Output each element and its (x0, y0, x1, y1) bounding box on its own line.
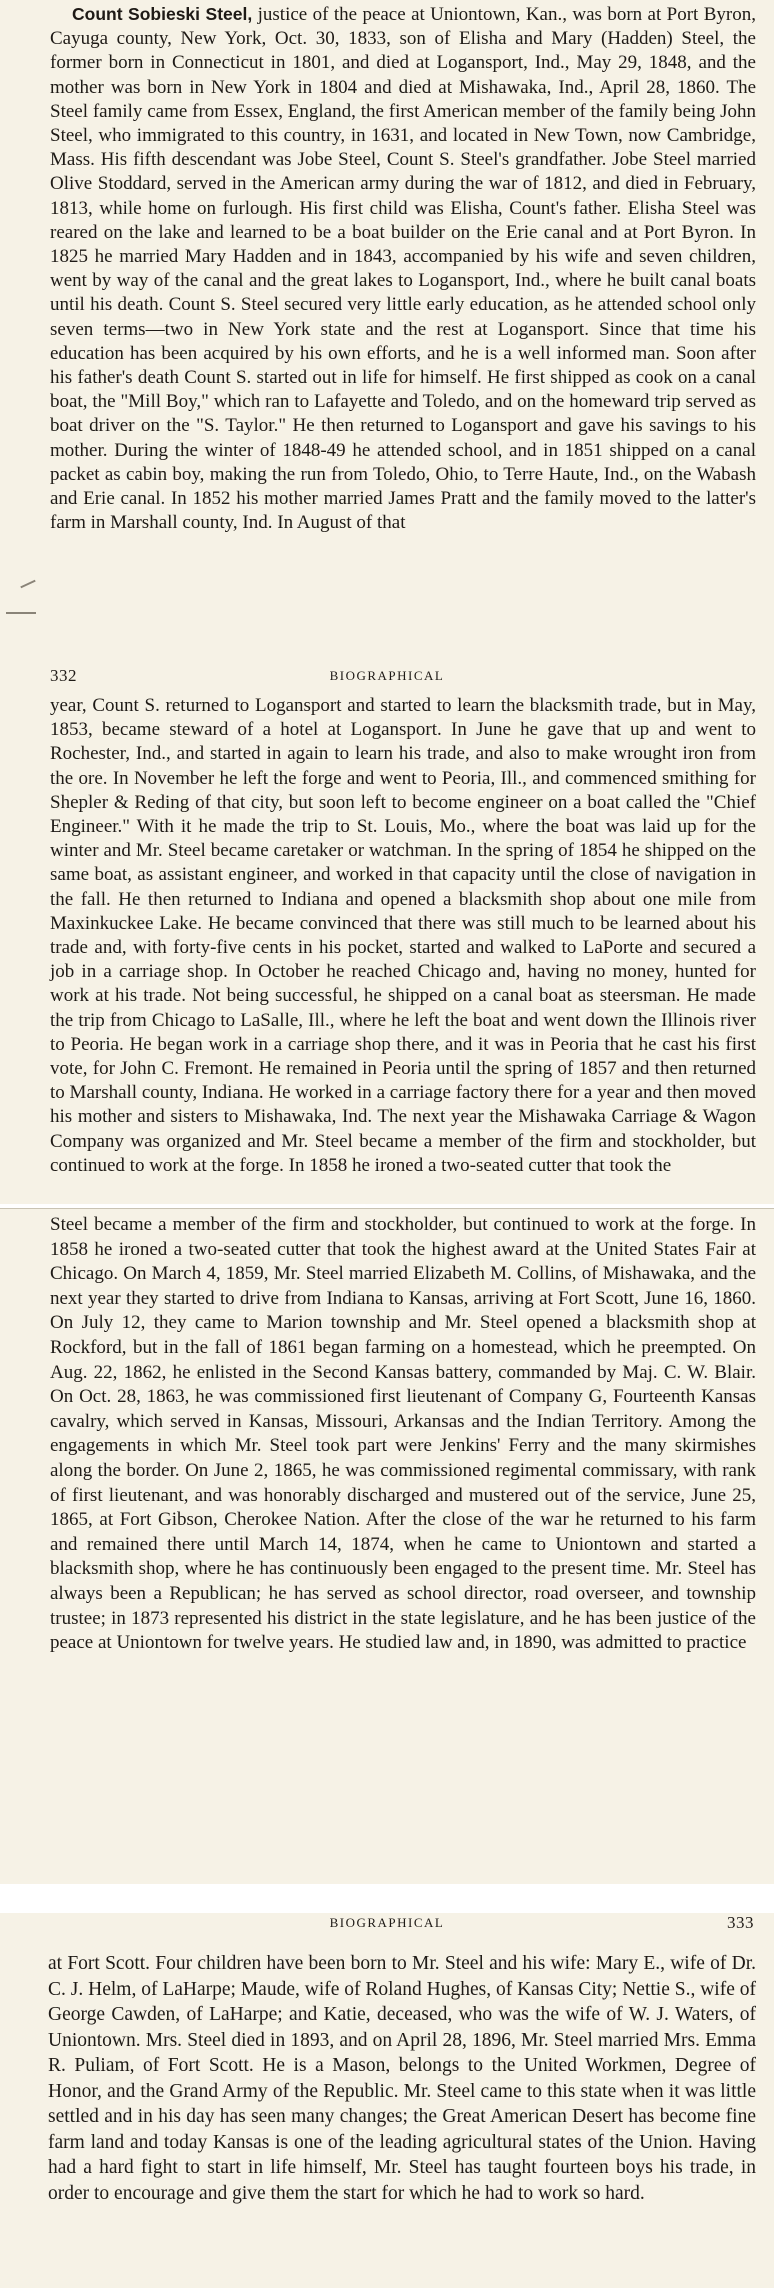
body-text: at Fort Scott. Four children have been born to Mr. Steel and his wife: Mary E., wife of Dr. C. J. Helm, of LaHarpe; Maude, wife of Roland Hughes, of Kansas City; Nettie S., wife of George Cawden, of LaHarpe; and Katie, deceased, who was the wife of W. J. Waters, of Uniontown. Mrs. Steel died in 1893, and on April 28, 1896, Mr. Steel married Mrs. Emma R. Puliam, of Fort Scott. He is a Mason, belongs to the United Workmen, Degree of Honor, and the Grand Army of the Republic. Mr. Steel came to this state when it was little settled and in his day has seen many changes; the Great American Desert has become fine farm land and today Kansas is one of the leading agricultural states of the Union. Having had a hard fight to start in life himself, Mr. Steel has taught fourteen boys his trade, in order to encourage and give them the start for which he had to work so hard. (48, 1953, 756, 2204)
page-segment-2 (0, 662, 774, 1204)
page-segment-1 (0, 0, 774, 662)
page-segment-3 (0, 1208, 774, 1884)
body-text: year, Count S. returned to Logansport and started to learn the blacksmith trade, but in May, 1853, became steward of a hotel at Logansport. In June he gave that up and went to Rochester, Ind., and started in again to learn his trade, and also to make wrought iron from the ore. In November he left the forge and went to Peoria, Ill., and commenced smithing for Shepler & Reding of that city, but soon left to become engineer on a boat called the "Chief Engineer." With it he made the trip to St. Louis, Mo., where the boat was laid up for the winter and Mr. Steel became caretaker or watchman. In the spring of 1854 he shipped on the same boat, as assistant engineer, and worked in that capacity until the close of navigation in the fall. He then returned to Indiana and opened a blacksmith shop about one mile from Maxinkuckee Lake. He became convinced that there was still much to be learned about his trade and, with forty-five cents in his pocket, started and walked to LaPorte and secured a job in a carriage shop. In October he reached Chicago and, having no money, hunted for work at his trade. Not being successful, he shipped on a canal boat as steersman. He made the trip from Chicago to LaSalle, Ill., where he left the boat and went down the Illinois river to Peoria. He began work in a carriage shop there, and it was in Peoria that he cast his first vote, for John C. Fremont. He remained in Peoria until the spring of 1857 and then returned to Marshall county, Indiana. He worked in a carriage factory there for a year and then moved his mother and sisters to Mishawaka, Ind. The next year the Mishawaka Carriage & Wagon Company was organized and Mr. Steel became a member of the firm and stockholder, but continued to work at the forge. In 1858 he ironed a two-seated cutter that took the (50, 695, 756, 1176)
running-head (0, 666, 774, 690)
running-head (0, 1913, 774, 1937)
margin-pencil-mark (6, 612, 36, 614)
body-text-content: justice of the peace at Uniontown, Kan., was born at Port Byron, Cayuga county, New York, Oct. 30, 1833, son of Elisha and Mary (Hadden) Steel, the former born in Connecticut in 1801, and died at Logansport, Ind., May 29, 1848, and the mother was born in New York in 1804 and died at Mishawaka, Ind., April 28, 1860. The Steel family came from Essex, England, the first American member of the family being John Steel, who immigrated to this country, in 1631, and located in New Town, now Cambridge, Mass. His fifth descendant was Jobe Steel, Count S. Steel's grandfather. Jobe Steel married Olive Stoddard, served in the American army during the war of 1812, and died in February, 1813, while home on furlough. His first child was Elisha, Count's father. Elisha Steel was reared on the lake and learned to be a boat builder on the Erie canal and at Port Byron. In 1825 he married Mary Hadden and in 1843, accompanied by his wife and seven children, went by way of the canal and the great lakes to Logansport, Ind., where he built canal boats until his death. Count S. Steel secured very little early education, as he attended school only seven terms—two in New York state and the rest at Logansport. Since that time his education has been acquired by his own efforts, and he is a well informed man. Soon after his father's death Count S. started out in life for himself. He first shipped as cook on a canal boat, the "Mill Boy," which ran to Lafayette and Toledo, and on the homeward trip served as boat driver on the "S. Taylor." He then returned to Logansport and gave his savings to his mother. During the winter of 1848-49 he attended school, and in 1851 shipped on a canal packet as cabin boy, making the run from Toledo, Ohio, to Terre Haute, Ind., on the Wabash and Erie canal. In 1852 his mother married James Pratt and the family moved to the latter's farm in Marshall county, Ind. In August of that (50, 4, 756, 534)
body-text (50, 2, 756, 535)
page-number: 333 (727, 1913, 754, 1932)
body-text: Steel became a member of the firm and stockholder, but continued to work at the forge. In 1858 he ironed a two-seated cutter that took the highest award at the United States Fair at Chicago. On March 4, 1859, Mr. Steel married Elizabeth M. Collins, of Mishawaka, and the next year they started to drive from Indiana to Kansas, arriving at Fort Scott, June 16, 1860. On July 12, they came to Marion township and Mr. Steel opened a blacksmith shop at Rockford, but in the fall of 1861 began farming on a homestead, which he preempted. On Aug. 22, 1862, he enlisted in the Second Kansas battery, commanded by Maj. C. W. Blair. On Oct. 28, 1863, he was commissioned first lieutenant of Company G, Fourteenth Kansas cavalry, which served in Kansas, Missouri, Arkansas and the Indian Territory. Among the engagements in which Mr. Steel took part were Jenkins' Ferry and the many skirmishes along the border. On June 2, 1865, he was commissioned regimental commissary, with rank of first lieutenant, and was honorably discharged and mustered out of the service, June 25, 1865, at Fort Gibson, Cherokee Nation. After the close of the war he returned to his farm and remained there until March 14, 1874, when he came to Uniontown and started a blacksmith shop, where he has continuously been engaged to the present time. Mr. Steel has always been a Republican; he has served as school director, road overseer, and township trustee; in 1873 represented his district in the state legislature, and he has been justice of the peace at Uniontown for twelve years. He studied law and, in 1890, was admitted to practice (50, 1214, 756, 1654)
subject-name: Count Sobieski Steel, (72, 4, 253, 24)
running-head-title: BIOGRAPHICAL (329, 1915, 445, 1930)
page-gap (0, 1884, 774, 1913)
page-number: 332 (50, 666, 77, 685)
running-head-title: BIOGRAPHICAL (329, 668, 445, 683)
page-segment-4 (0, 1913, 774, 2288)
margin-pencil-mark (20, 580, 35, 589)
